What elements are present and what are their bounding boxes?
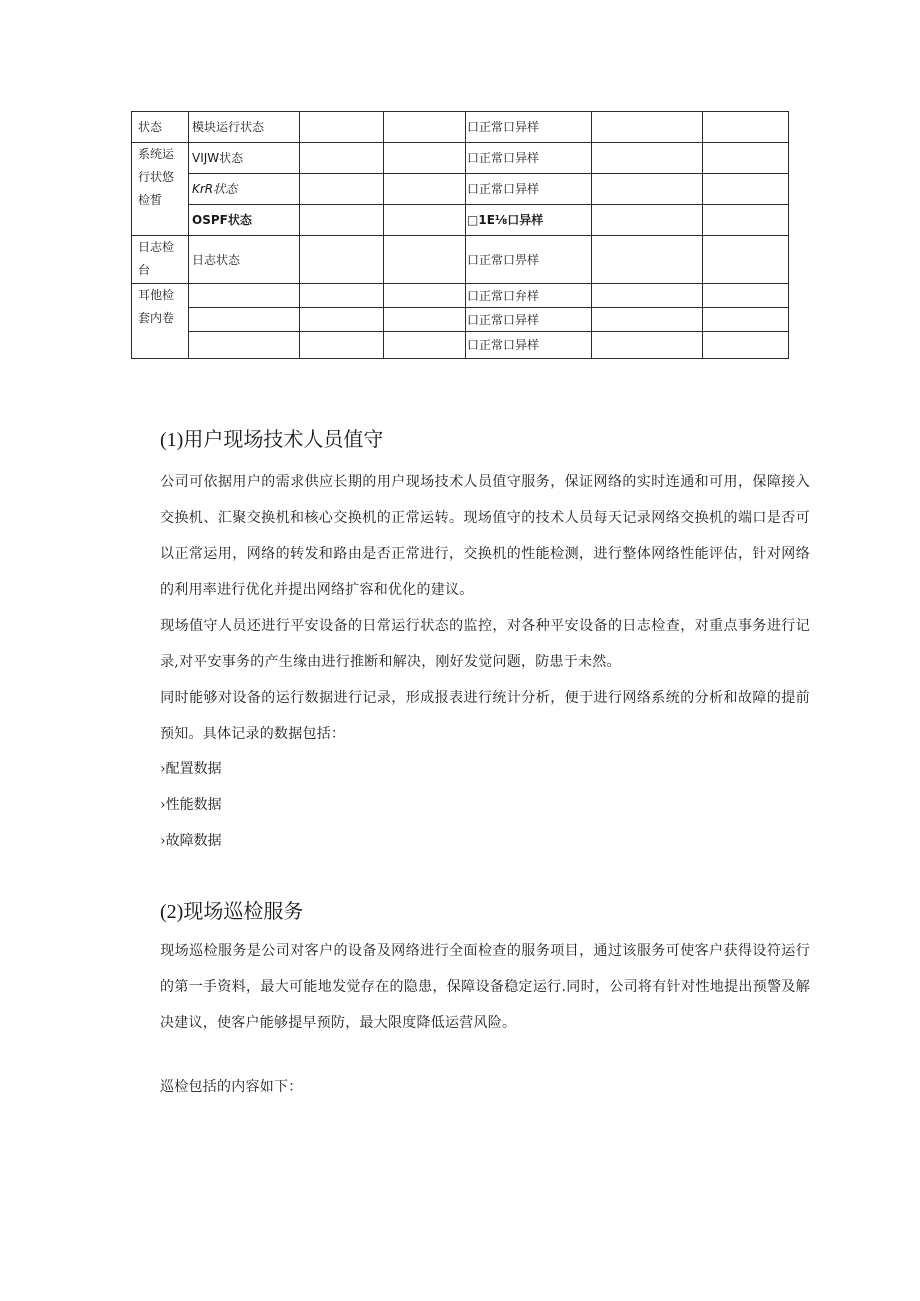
category-cell: 日志检台 (132, 236, 189, 284)
item-cell (189, 284, 300, 308)
table-row (132, 112, 789, 143)
paragraph: 公司可依据用户的需求供应长期的用户现场技术人员值守服务，保证网络的实时连通和可用，保障接入交换机、汇聚交换机和核心交换机的正常运转。现场值守的技术人员每天记录网络交换机的端口是否可以正常运用，网络的转发和路由是否正常进行，交换机的性能检测，进行整体网络性能评估，针对网络的利用率进行优化并提出网络扩容和优化的建议。 (160, 474, 810, 598)
blank-cell (703, 332, 789, 359)
item-cell (189, 308, 300, 332)
blank-cell (384, 174, 466, 205)
inspection-table (131, 111, 789, 359)
item-cell: VIJW状态 (189, 143, 300, 174)
blank-cell (384, 308, 466, 332)
status-cell: 口正常口异样 (466, 112, 592, 143)
blank-cell (300, 236, 384, 284)
blank-cell (703, 112, 789, 143)
blank-cell (703, 205, 789, 236)
blank-cell (384, 205, 466, 236)
section-heading-2: (2)现场巡检服务 (160, 901, 304, 923)
status-cell: 口正常口异样 (466, 308, 592, 332)
blank-cell (703, 236, 789, 284)
blank-cell (384, 284, 466, 308)
blank-cell (592, 205, 703, 236)
paragraph: 现场值守人员还进行平安设备的日常运行状态的监控，对各种平安设备的日志检查，对重点事务进行记录,对平安事务的产生缘由进行推断和解决，刚好发觉问题，防患于未然。 (160, 618, 810, 670)
item-cell: 日志状态 (189, 236, 300, 284)
blank-cell (384, 143, 466, 174)
blank-cell (592, 284, 703, 308)
blank-cell (384, 332, 466, 359)
status-cell: 口正常口畀样 (466, 236, 592, 284)
blank-cell (592, 332, 703, 359)
item-cell: 模块运行状态 (189, 112, 300, 143)
status-cell: 口正常口异样 (466, 174, 592, 205)
table-row (132, 308, 789, 332)
paragraph: 同时能够对设备的运行数据进行记录，形成报表进行统计分析，便于进行网络系统的分析和故障的提前预知。具体记录的数据包括： (160, 690, 810, 742)
blank-cell (300, 308, 384, 332)
table-row (132, 284, 789, 308)
table-row (132, 205, 789, 236)
blank-cell (300, 112, 384, 143)
list-item: ›性能数据 (160, 797, 222, 813)
item-cell (189, 332, 300, 359)
paragraph: 巡检包括的内容如下： (160, 1079, 303, 1095)
item-cell: KrR状态 (189, 174, 300, 205)
blank-cell (300, 332, 384, 359)
list-item: ›配置数据 (160, 761, 222, 777)
blank-cell (703, 143, 789, 174)
list-item: ›故障数据 (160, 833, 222, 849)
blank-cell (384, 112, 466, 143)
blank-cell (300, 174, 384, 205)
blank-cell (703, 284, 789, 308)
blank-cell (300, 205, 384, 236)
table-row (132, 236, 789, 284)
paragraph: 现场巡检服务是公司对客户的设备及网络进行全面检查的服务项目，通过该服务可使客户获得设符运行的第一手资料，最大可能地发觉存在的隐患，保障设备稳定运行.同时，公司将有针对性地提出预警及解决建议，使客户能够提早预防，最大限度降低运营风险。 (160, 943, 810, 1031)
category-cell: 耳他检套内卷 (132, 284, 189, 359)
status-cell: □1E⅛口异样 (466, 205, 592, 236)
item-cell: OSPF状态 (189, 205, 300, 236)
status-cell: 口正常口弁样 (466, 284, 592, 308)
blank-cell (592, 308, 703, 332)
status-cell: 口正常口异样 (466, 143, 592, 174)
blank-cell (703, 174, 789, 205)
section-heading-1: (1)用户现场技术人员值守 (160, 429, 384, 451)
table-row (132, 174, 789, 205)
blank-cell (592, 236, 703, 284)
blank-cell (592, 112, 703, 143)
category-cell: 系统运行状悠检皙 (132, 143, 189, 236)
table-row (132, 332, 789, 359)
blank-cell (592, 174, 703, 205)
blank-cell (384, 236, 466, 284)
table-row (132, 143, 789, 174)
category-cell: 状态 (132, 112, 189, 143)
blank-cell (300, 284, 384, 308)
status-cell: 口正常口异样 (466, 332, 592, 359)
blank-cell (300, 143, 384, 174)
blank-cell (592, 143, 703, 174)
blank-cell (703, 308, 789, 332)
